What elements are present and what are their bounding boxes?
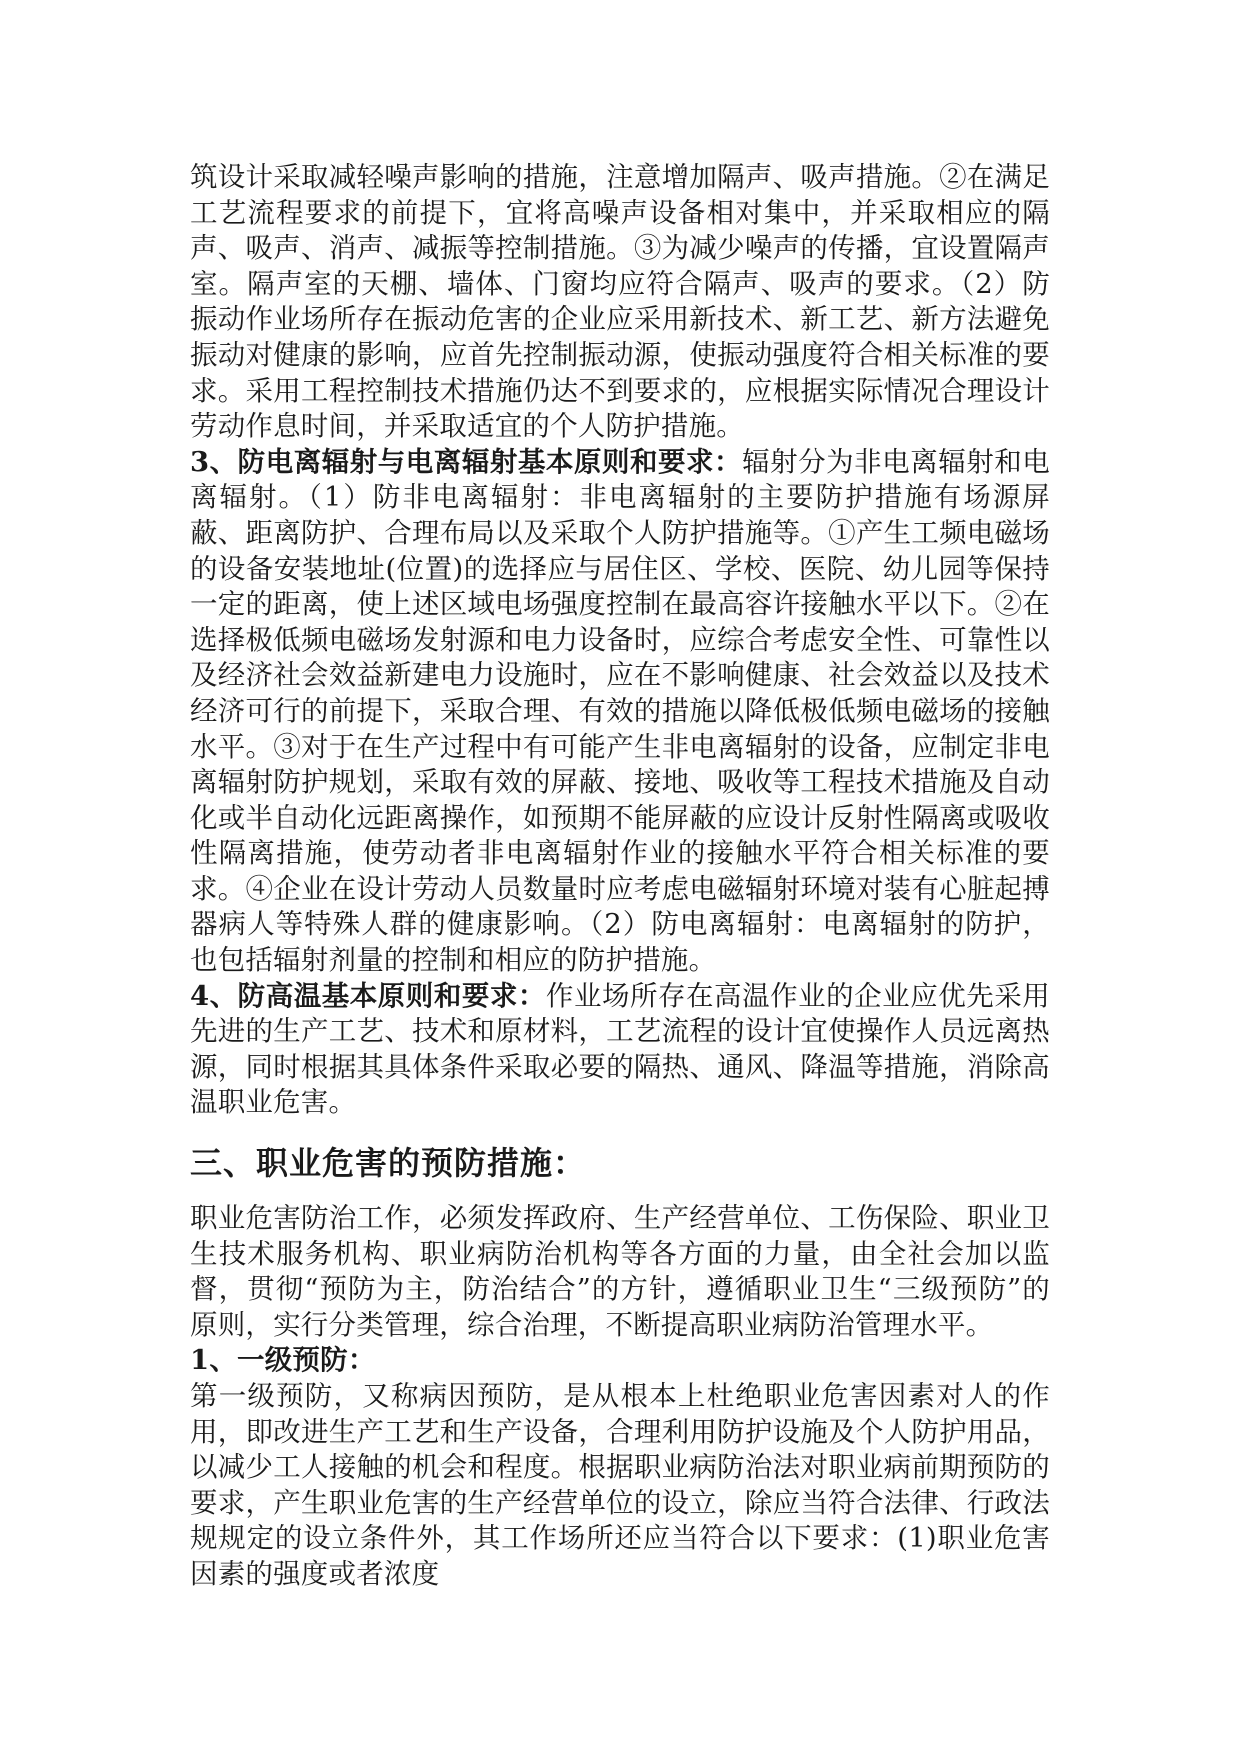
radiation-section-title: 3、防电离辐射与电离辐射基本原则和要求： — [190, 445, 743, 478]
high-temperature-section-body: 作业场所存在高温作业的企业应优先采用先进的生产工艺、技术和原材料，工艺流程的设计宜使操作人员远离热源，同时根据其具体条件采取必要的隔热、通风、降温等措施，消除高温职业危害。 — [190, 979, 1050, 1119]
prevention-intro-paragraph: 职业危害防治工作，必须发挥政府、生产经营单位、工伤保险、职业卫生技术服务机构、职业病防治机构等各方面的力量，由全社会加以监督，贯彻“预防为主，防治结合”的方针，遵循职业卫生“三级预防”的原则，实行分类管理，综合治理，不断提高职业病防治管理水平。 — [190, 1202, 1050, 1341]
high-temperature-section-title: 4、防高温基本原则和要求： — [190, 979, 546, 1012]
high-temperature-section — [190, 979, 1050, 1121]
prevention-measures-heading: 三、职业危害的预防措施： — [190, 1144, 587, 1183]
noise-vibration-paragraph: 筑设计采取减轻噪声影响的措施，注意增加隔声、吸声措施。②在满足工艺流程要求的前提下，宜将高噪声设备相对集中，并采取相应的隔声、吸声、消声、减振等控制措施。③为减少噪声的传播，宜设置隔声室。隔声室的天棚、墙体、门窗均应符合隔声、吸声的要求。（2）防振动作业场所存在振动危害的企业应采用新技术、新工艺、新方法避免振动对健康的影响，应首先控制振动源，使振动强度符合相关标准的要求。采用工程控制技术措施仍达不到要求的，应根据实际情况合理设计劳动作息时间，并采取适宜的个人防护措施。 — [190, 161, 1050, 443]
primary-prevention-title: 1、一级预防： — [190, 1344, 376, 1377]
radiation-section — [190, 445, 1050, 979]
document-page — [190, 160, 1050, 1593]
radiation-section-body: 辐射分为非电离辐射和电离辐射。（1）防非电离辐射：非电离辐射的主要防护措施有场源屏蔽、距离防护、合理布局以及采取个人防护措施等。①产生工频电磁场的设备安装地址(位置)的选择应与居住区、学校、医院、幼儿园等保持一定的距离，使上述区域电场强度控制在最高容许接触水平以下。②在选择极低频电磁场发射源和电力设备时，应综合考虑安全性、可靠性以及经济社会效益新建电力设施时，应在不影响健康、社会效益以及技术经济可行的前提下，采取合理、有效的措施以降低极低频电磁场的接触水平。③对于在生产过程中有可能产生非电离辐射的设备，应制定非电离辐射防护规划，采取有效的屏蔽、接地、吸收等工程技术措施及自动化或半自动化远距离操作，如预期不能屏蔽的应设计反射性隔离或吸收性隔离措施，使劳动者非电离辐射作业的接触水平符合相关标准的要求。④企业在设计劳动人员数量时应考虑电磁辐射环境对装有心脏起搏器病人等特殊人群的健康影响。（2）防电离辐射：电离辐射的防护，也包括辐射剂量的控制和相应的防护措施。 — [190, 445, 1050, 977]
primary-prevention-paragraph: 第一级预防，又称病因预防，是从根本上杜绝职业危害因素对人的作用，即改进生产工艺和生产设备，合理利用防护设施及个人防护用品，以减少工人接触的机会和程度。根据职业病防治法对职业病前期预防的要求，产生职业危害的生产经营单位的设立，除应当符合法律、行政法规规定的设立条件外，其工作场所还应当符合以下要求：(1)职业危害因素的强度或者浓度 — [190, 1380, 1050, 1590]
